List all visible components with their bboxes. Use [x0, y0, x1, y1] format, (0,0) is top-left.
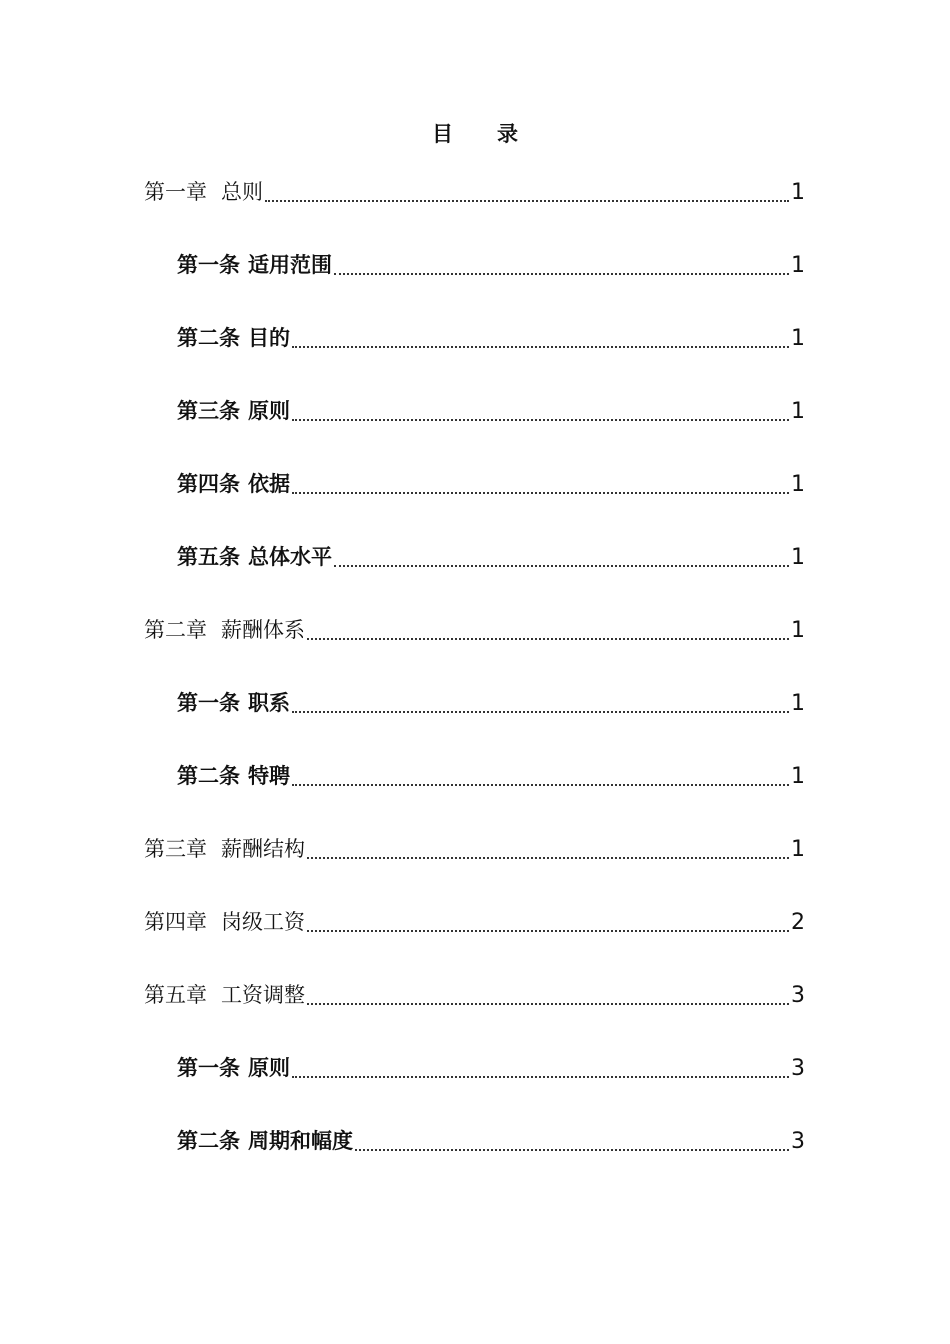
toc-entry-number: 第五章 [144, 983, 207, 1007]
toc-entry-label [144, 904, 305, 940]
toc-entry-text: 职系 [248, 691, 290, 715]
toc-entry-text: 工资调整 [221, 983, 305, 1007]
toc-entry-label [144, 174, 263, 210]
toc-entry-number: 第二条 [177, 326, 240, 350]
dot-leader [307, 930, 789, 932]
toc-entry-number: 第三条 [177, 399, 240, 423]
toc-entry-text: 原则 [248, 1056, 290, 1080]
toc-page-number: 1 [791, 472, 805, 497]
toc-article-entry[interactable] [177, 685, 805, 721]
toc-page-number: 3 [791, 1056, 805, 1081]
toc-article-entry[interactable] [177, 539, 805, 575]
toc-entry-number: 第一条 [177, 691, 240, 715]
dot-leader [334, 565, 789, 567]
toc-title-char-1: 目 [432, 122, 453, 146]
toc-title [0, 118, 950, 148]
toc-chapter-entry[interactable] [144, 174, 805, 210]
toc-chapter-entry[interactable] [144, 612, 805, 648]
toc-page-number: 1 [791, 764, 805, 789]
dot-leader [292, 1076, 789, 1078]
toc-entry-number: 第二条 [177, 764, 240, 788]
dot-leader [307, 1003, 789, 1005]
toc-entry-number: 第一条 [177, 253, 240, 277]
toc-entry-text: 总则 [221, 180, 263, 204]
toc-page-number: 2 [791, 910, 805, 935]
toc-article-entry[interactable] [177, 393, 805, 429]
toc-chapter-entry[interactable] [144, 831, 805, 867]
toc-entry-number: 第五条 [177, 545, 240, 569]
toc-title-char-2: 录 [497, 122, 518, 146]
toc-article-entry[interactable] [177, 320, 805, 356]
toc-page-number: 1 [791, 399, 805, 424]
toc-article-entry[interactable] [177, 466, 805, 502]
toc-page-number: 3 [791, 1129, 805, 1154]
toc-entry-label [177, 758, 290, 794]
toc-article-entry[interactable] [177, 1123, 805, 1159]
toc-entry-number: 第一条 [177, 1056, 240, 1080]
toc-entry-number: 第二条 [177, 1129, 240, 1153]
toc-article-entry[interactable] [177, 247, 805, 283]
dot-leader [292, 711, 789, 713]
toc-page-number: 1 [791, 253, 805, 278]
toc-entry-label [144, 977, 305, 1013]
toc-entry-label [177, 466, 290, 502]
toc-entry-number: 第二章 [144, 618, 207, 642]
toc-page-number: 1 [791, 837, 805, 862]
toc-entry-text: 薪酬结构 [221, 837, 305, 861]
toc-entry-text: 原则 [248, 399, 290, 423]
toc-entry-number: 第三章 [144, 837, 207, 861]
toc-page-number: 1 [791, 326, 805, 351]
toc-page-number: 3 [791, 983, 805, 1008]
toc-entry-label [144, 612, 305, 648]
dot-leader [292, 784, 789, 786]
toc-entry-text: 目的 [248, 326, 290, 350]
toc-entry-text: 岗级工资 [221, 910, 305, 934]
toc-entry-text: 特聘 [248, 764, 290, 788]
toc-entry-number: 第四条 [177, 472, 240, 496]
toc-entry-text: 总体水平 [248, 545, 332, 569]
toc-entry-label [177, 320, 290, 356]
toc-page-number: 1 [791, 180, 805, 205]
toc-entry-label [177, 1050, 290, 1086]
toc-page-number: 1 [791, 545, 805, 570]
dot-leader [355, 1149, 789, 1151]
toc-entry-label [177, 1123, 353, 1159]
dot-leader [292, 346, 789, 348]
toc-article-entry[interactable] [177, 1050, 805, 1086]
toc-entry-number: 第四章 [144, 910, 207, 934]
toc-entry-text: 适用范围 [248, 253, 332, 277]
dot-leader [292, 492, 789, 494]
toc-entry-label [144, 831, 305, 867]
toc-entry-text: 薪酬体系 [221, 618, 305, 642]
dot-leader [307, 857, 789, 859]
toc-entry-text: 周期和幅度 [248, 1129, 353, 1153]
toc-entry-text: 依据 [248, 472, 290, 496]
dot-leader [292, 419, 789, 421]
toc-entry-label [177, 685, 290, 721]
toc-entry-label [177, 393, 290, 429]
toc-chapter-entry[interactable] [144, 977, 805, 1013]
toc-entry-label [177, 539, 332, 575]
toc-article-entry[interactable] [177, 758, 805, 794]
dot-leader [307, 638, 789, 640]
dot-leader [334, 273, 789, 275]
toc-chapter-entry[interactable] [144, 904, 805, 940]
dot-leader [265, 200, 789, 202]
toc-page-number: 1 [791, 618, 805, 643]
toc-entry-label [177, 247, 332, 283]
toc-entry-number: 第一章 [144, 180, 207, 204]
toc-page-number: 1 [791, 691, 805, 716]
